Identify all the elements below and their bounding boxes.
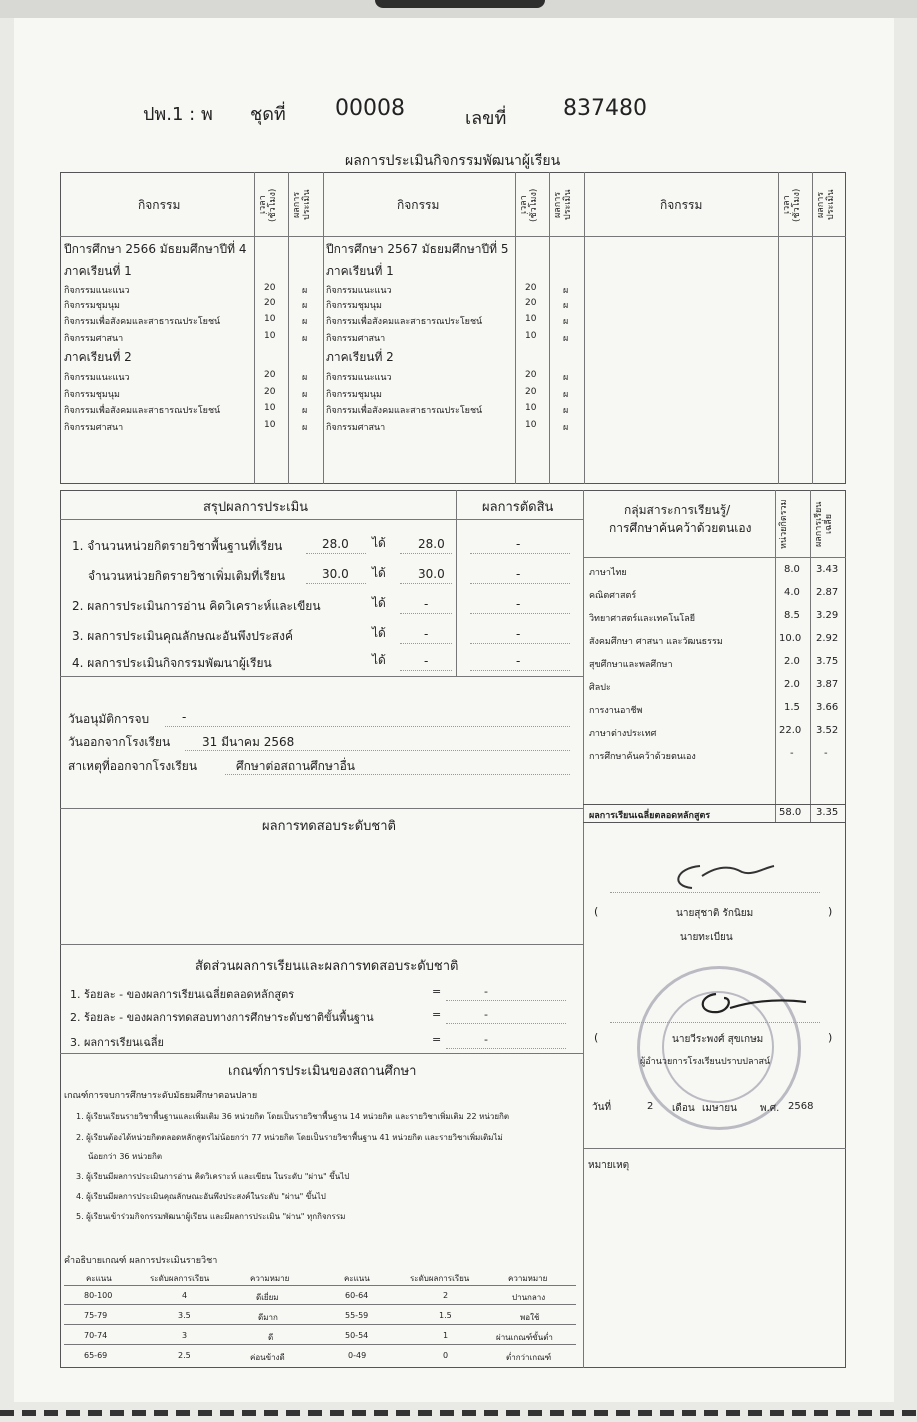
col-activity: กิจกรรม (397, 198, 440, 212)
subject-grade: 3.52 (816, 725, 839, 736)
summary-got: 30.0 (418, 567, 445, 581)
activity-hours: 20 (525, 283, 537, 293)
year2-term1-label: ภาคเรียนที่ 1 (326, 264, 394, 278)
subject-grade: 2.92 (816, 633, 839, 644)
subject-name: ภาษาต่างประเทศ (589, 729, 657, 739)
activity-name: กิจกรรมชุมนุม (64, 301, 120, 311)
activity-hours: 10 (525, 314, 537, 324)
grade-cell: 60-64 (345, 1291, 369, 1300)
subject-name: ศิลปะ (589, 683, 611, 693)
grade-cell: 75-79 (84, 1311, 108, 1320)
activity-hours: 10 (264, 403, 276, 413)
notes-label: หมายเหตุ (588, 1160, 630, 1171)
activity-hours: 10 (525, 403, 537, 413)
registrar-name: นายสุชาติ รักนิยม (676, 908, 754, 919)
grade-cell: ค่อนข้างดี (250, 1353, 285, 1362)
activity-result: ผ (563, 286, 569, 296)
criteria-item: 4. ผู้เรียนมีผลการประเมินคุณลักษณะอันพึงประสงค์ในระดับ "ผ่าน" ขึ้นไป (76, 1192, 326, 1201)
subjects-total-credits: 58.0 (779, 807, 802, 818)
activity-name: กิจกรรมศาสนา (326, 334, 386, 344)
perforation-line (0, 1410, 917, 1416)
form-code: ปพ.1 : พ (143, 104, 213, 125)
grade-header: ความหมาย (508, 1274, 548, 1283)
summary-label: 4. ผลการประเมินกิจกรรมพัฒนาผู้เรียน (72, 656, 272, 670)
criteria-item: 1. ผู้เรียนเรียนรายวิชาพื้นฐานและเพิ่มเติม 36 หน่วยกิต โดยเป็นรายวิชาพื้นฐาน 14 หน่วยกิต และรายวิชาเพิ่มเติม 22 หน่วยกิต (76, 1112, 510, 1121)
col-grade: ผลการเรียนเฉลี่ย (814, 501, 834, 547)
subjects-total-grade: 3.35 (816, 807, 839, 818)
summary-label: 2. ผลการประเมินการอ่าน คิดวิเคราะห์และเขียน (72, 599, 321, 613)
summary-judgement: - (516, 654, 521, 668)
activity-result: ผ (563, 301, 569, 311)
grade-title: คำอธิบายเกณฑ์ ผลการประเมินรายวิชา (64, 1256, 218, 1266)
activity-hours: 20 (525, 370, 537, 380)
subject-grade: 3.87 (816, 679, 839, 690)
date-year: 2568 (788, 1101, 814, 1112)
summary-judgement: - (516, 597, 521, 611)
summary-title: สรุปผลการประเมิน (203, 500, 309, 515)
leave-value: 31 มีนาคม 2568 (202, 735, 295, 749)
summary-label: 3. ผลการประเมินคุณลักษณะอันพึงประสงค์ (72, 629, 293, 643)
grade-cell: 3 (182, 1331, 188, 1340)
summary-got: - (424, 654, 429, 668)
col-time: เวลา (ชั่วโมง) (782, 188, 802, 222)
subject-name: ภาษาไทย (589, 568, 627, 578)
grade-cell: ดีเยี่ยม (256, 1293, 279, 1302)
ratio-eq: = (432, 1008, 442, 1021)
activity-result: ผ (302, 334, 308, 344)
col-result: ผลการประเมิน (553, 189, 573, 221)
activity-result: ผ (563, 390, 569, 400)
director-name: นายวีระพงศ์ สุขเกษม (672, 1034, 764, 1045)
grade-cell: ปานกลาง (512, 1293, 546, 1302)
activity-hours: 20 (264, 298, 276, 308)
activity-name: กิจกรรมแนะแนว (326, 373, 392, 383)
ratio-eq: = (432, 1033, 442, 1046)
year1-term1-label: ภาคเรียนที่ 1 (64, 264, 132, 278)
activity-name: กิจกรรมชุมนุม (326, 390, 382, 400)
subject-credits: 4.0 (784, 587, 800, 598)
year1-term2-label: ภาคเรียนที่ 2 (64, 350, 132, 364)
got-label: ได้ (372, 626, 386, 640)
subject-grade: 3.75 (816, 656, 839, 667)
col-time: เวลา (ชั่วโมง) (258, 188, 278, 222)
year2-term2-label: ภาคเรียนที่ 2 (326, 350, 394, 364)
grade-header: คะแนน (86, 1274, 112, 1283)
got-label: ได้ (372, 653, 386, 667)
ratio-value: - (484, 1008, 488, 1021)
ratio-value: - (484, 1033, 488, 1046)
ratio-label: 1. ร้อยละ - ของผลการเรียนเฉลี่ยตลอดหลักสูตร (70, 988, 295, 1001)
grade-cell: 70-74 (84, 1331, 108, 1340)
subject-grade: 3.43 (816, 564, 839, 575)
activity-name: กิจกรรมแนะแนว (326, 286, 392, 296)
grade-header: ความหมาย (250, 1274, 290, 1283)
activity-name: กิจกรรมเพื่อสังคมและสาธารณประโยชน์ (326, 317, 483, 327)
activity-result: ผ (302, 373, 308, 383)
judgement-title: ผลการตัดสิน (482, 500, 554, 515)
activity-name: กิจกรรมศาสนา (326, 423, 386, 433)
criteria-item: 2. ผู้เรียนต้องได้หน่วยกิตตลอดหลักสูตรไม่น้อยกว่า 77 หน่วยกิต โดยเป็นรายวิชาพื้นฐาน 41 หน่วยกิต และรายวิชาเพิ่มเติมไม่ (76, 1133, 503, 1142)
grade-header: คะแนน (344, 1274, 370, 1283)
binding-shadow (375, 0, 545, 8)
subject-name: สุขศึกษาและพลศึกษา (589, 660, 673, 670)
grade-cell: 55-59 (345, 1311, 369, 1320)
national-test-title: ผลการทดสอบระดับชาติ (262, 819, 396, 834)
criteria-intro: เกณฑ์การจบการศึกษาระดับมัธยมศึกษาตอนปลาย (64, 1091, 258, 1101)
activity-result: ผ (302, 423, 308, 433)
summary-value: 30.0 (322, 567, 349, 581)
ratio-title: สัดส่วนผลการเรียนและผลการทดสอบระดับชาติ (195, 959, 459, 974)
subject-credits: 2.0 (784, 656, 800, 667)
got-label: ได้ (372, 566, 386, 580)
set-label: ชุดที่ (250, 104, 286, 125)
summary-label: 1. จำนวนหน่วยกิตรายวิชาพื้นฐานที่เรียน (72, 539, 283, 553)
grade-cell: 1.5 (439, 1311, 452, 1320)
activity-name: กิจกรรมแนะแนว (64, 286, 130, 296)
ratio-value: - (484, 985, 488, 998)
subject-name: การศึกษาค้นคว้าด้วยตนเอง (589, 752, 696, 762)
activity-hours: 20 (525, 387, 537, 397)
subject-name: คณิตศาสตร์ (589, 591, 637, 601)
subject-credits: 8.0 (784, 564, 800, 575)
grade-cell: ต่ำกว่าเกณฑ์ (506, 1353, 552, 1362)
summary-judgement: - (516, 537, 521, 551)
summary-judgement: - (516, 567, 521, 581)
summary-value: 28.0 (322, 537, 349, 551)
activity-name: กิจกรรมศาสนา (64, 423, 124, 433)
col-activity: กิจกรรม (138, 198, 181, 212)
activity-hours: 10 (264, 314, 276, 324)
paren-open: ( (594, 1031, 599, 1044)
ratio-label: 3. ผลการเรียนเฉลี่ย (70, 1036, 164, 1049)
col-credits: หน่วยกิตรวม (779, 499, 789, 549)
activity-hours: 20 (264, 387, 276, 397)
col-activity: กิจกรรม (660, 198, 703, 212)
criteria-item: 3. ผู้เรียนมีผลการประเมินการอ่าน คิดวิเคราะห์ และเขียน ในระดับ "ผ่าน" ขึ้นไป (76, 1172, 350, 1181)
activity-result: ผ (302, 317, 308, 327)
subject-grade: 3.66 (816, 702, 839, 713)
activity-table (60, 172, 846, 484)
paren-close: ) (828, 905, 833, 918)
activity-name: กิจกรรมเพื่อสังคมและสาธารณประโยชน์ (64, 317, 221, 327)
grade-cell: 2 (443, 1291, 449, 1300)
leave-label: วันออกจากโรงเรียน (68, 735, 171, 749)
got-label: ได้ (372, 596, 386, 610)
activity-result: ผ (563, 334, 569, 344)
activity-name: กิจกรรมชุมนุม (64, 390, 120, 400)
summary-got: - (424, 597, 429, 611)
date-label: วันที่ (592, 1102, 612, 1113)
activity-hours: 10 (525, 420, 537, 430)
criteria-title: เกณฑ์การประเมินของสถานศึกษา (228, 1064, 417, 1079)
date-month-label: เดือน (672, 1103, 695, 1114)
ratio-eq: = (432, 985, 442, 998)
activity-name: กิจกรรมศาสนา (64, 334, 124, 344)
grade-cell: 50-54 (345, 1331, 369, 1340)
activity-name: กิจกรรมชุมนุม (326, 301, 382, 311)
summary-got: - (424, 627, 429, 641)
col-time: เวลา (ชั่วโมง) (519, 188, 539, 222)
col-result: ผลการประเมิน (816, 189, 836, 221)
grade-cell: 0 (443, 1351, 449, 1360)
year1-title: ปีการศึกษา 2566 มัธยมศึกษาปีที่ 4 (64, 242, 247, 256)
page-edge-top (0, 0, 917, 18)
grade-cell: 4 (182, 1291, 188, 1300)
activity-result: ผ (302, 390, 308, 400)
ratio-label: 2. ร้อยละ - ของผลการทดสอบทางการศึกษาระดับชาติขั้นพื้นฐาน (70, 1011, 374, 1024)
grade-cell: 0-49 (348, 1351, 367, 1360)
date-month: เมษายน (702, 1103, 737, 1114)
grade-cell: ดีมาก (258, 1313, 278, 1322)
activity-section-title: ผลการประเมินกิจกรรมพัฒนาผู้เรียน (345, 153, 561, 169)
activity-hours: 10 (525, 331, 537, 341)
reason-value: ศึกษาต่อสถานศึกษาอื่น (236, 759, 356, 773)
activity-name: กิจกรรมแนะแนว (64, 373, 130, 383)
activity-result: ผ (302, 286, 308, 296)
subject-grade: 3.29 (816, 610, 839, 621)
lower-frame (60, 490, 846, 1368)
director-title: ผู้อำนวยการโรงเรียนปราบปลาสน์ (640, 1057, 771, 1067)
grade-cell: 2.5 (178, 1351, 191, 1360)
activity-hours: 10 (264, 331, 276, 341)
subject-credits: 10.0 (779, 633, 802, 644)
summary-judgement: - (516, 627, 521, 641)
approve-label: วันอนุมัติการจบ (68, 712, 150, 726)
year2-title: ปีการศึกษา 2567 มัธยมศึกษาปีที่ 5 (326, 242, 509, 256)
grade-cell: ผ่านเกณฑ์ขั้นต่ำ (496, 1333, 553, 1342)
director-signature (690, 984, 810, 1024)
approve-value: - (182, 710, 187, 724)
got-label: ได้ (372, 536, 386, 550)
activity-result: ผ (563, 423, 569, 433)
col-result: ผลการประเมิน (292, 189, 312, 221)
subjects-total-label: ผลการเรียนเฉลี่ยตลอดหลักสูตร (589, 811, 711, 821)
criteria-item: 5. ผู้เรียนเข้าร่วมกิจกรรมพัฒนาผู้เรียน และมีผลการประเมิน "ผ่าน" ทุกกิจกรรม (76, 1212, 346, 1221)
registrar-signature (668, 854, 778, 894)
subjects-title-2: การศึกษาค้นคว้าด้วยตนเอง (609, 521, 752, 535)
activity-result: ผ (563, 317, 569, 327)
subject-name: สังคมศึกษา ศาสนา และวัฒนธรรม (589, 637, 723, 647)
subject-credits: 22.0 (779, 725, 802, 736)
subject-credits: - (790, 748, 794, 759)
activity-hours: 20 (264, 283, 276, 293)
reason-label: สาเหตุที่ออกจากโรงเรียน (68, 759, 198, 773)
activity-name: กิจกรรมเพื่อสังคมและสาธารณประโยชน์ (326, 406, 483, 416)
grade-cell: 1 (443, 1331, 449, 1340)
summary-label: จำนวนหน่วยกิตรายวิชาเพิ่มเติมที่เรียน (88, 569, 286, 583)
grade-header: ระดับผลการเรียน (410, 1274, 470, 1283)
grade-cell: 3.5 (178, 1311, 191, 1320)
date-day: 2 (647, 1101, 654, 1112)
activity-result: ผ (302, 301, 308, 311)
activity-hours: 10 (264, 420, 276, 430)
registrar-title: นายทะเบียน (680, 932, 733, 943)
criteria-item: น้อยกว่า 36 หน่วยกิต (88, 1152, 163, 1161)
paren-close: ) (828, 1031, 833, 1044)
grade-cell: พอใช้ (520, 1313, 540, 1322)
grade-cell: ดี (268, 1333, 274, 1342)
date-year-label: พ.ศ. (760, 1103, 780, 1114)
subject-credits: 1.5 (784, 702, 800, 713)
activity-result: ผ (563, 406, 569, 416)
subject-grade: 2.87 (816, 587, 839, 598)
subject-name: การงานอาชีพ (589, 706, 643, 716)
activity-result: ผ (563, 373, 569, 383)
set-number: 00008 (335, 96, 405, 121)
summary-got: 28.0 (418, 537, 445, 551)
activity-hours: 20 (525, 298, 537, 308)
activity-name: กิจกรรมเพื่อสังคมและสาธารณประโยชน์ (64, 406, 221, 416)
document-number: 837480 (563, 96, 647, 121)
grade-cell: 80-100 (84, 1291, 113, 1300)
number-label: เลขที่ (465, 108, 507, 129)
subjects-title-1: กลุ่มสาระการเรียนรู้/ (624, 503, 731, 517)
subject-credits: 2.0 (784, 679, 800, 690)
subject-grade: - (824, 748, 828, 759)
activity-result: ผ (302, 406, 308, 416)
activity-hours: 20 (264, 370, 276, 380)
subject-name: วิทยาศาสตร์และเทคโนโลยี (589, 614, 696, 624)
paren-open: ( (594, 905, 599, 918)
subject-credits: 8.5 (784, 610, 800, 621)
grade-cell: 65-69 (84, 1351, 108, 1360)
grade-header: ระดับผลการเรียน (150, 1274, 210, 1283)
